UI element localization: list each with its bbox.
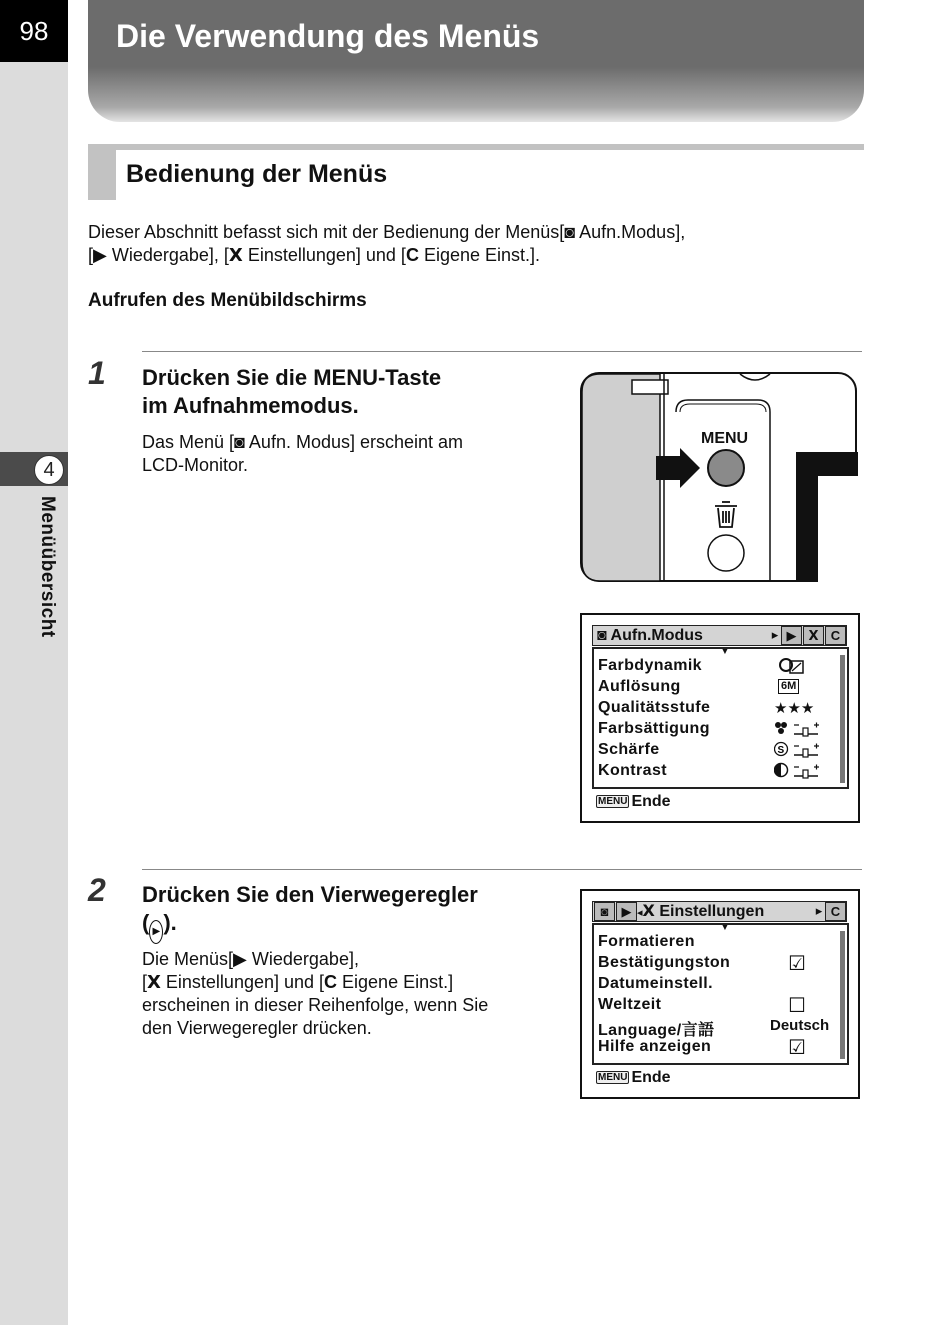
tab-custom-icon[interactable]: C bbox=[825, 902, 846, 921]
tab-icons-right bbox=[813, 902, 846, 921]
intro-text: Aufn.Modus], bbox=[575, 222, 686, 242]
tab-playback-icon[interactable]: ▶ bbox=[781, 626, 802, 645]
menu-key-icon: MENU bbox=[598, 796, 628, 807]
color-dynamics-icon-drawing bbox=[778, 657, 806, 675]
menu-item[interactable]: Weltzeit bbox=[598, 996, 662, 1013]
menu-tab-bar bbox=[592, 625, 847, 646]
menu-key-icon: MENU bbox=[598, 1072, 628, 1083]
playback-icon: ▶ bbox=[93, 245, 107, 265]
scroll-down-arrow-icon: ▼ bbox=[720, 922, 730, 933]
custom-c-icon: C bbox=[405, 245, 419, 265]
checkbox-unchecked[interactable]: ☐ bbox=[788, 995, 806, 1017]
camera-icon: ◙ bbox=[597, 627, 607, 644]
sharpness-slider-drawing bbox=[774, 741, 822, 759]
step-body-text: Wiedergabe], bbox=[246, 949, 359, 969]
sharpness-slider-icon bbox=[774, 741, 822, 763]
tab-record-icon[interactable]: ◙ bbox=[594, 902, 615, 921]
menu-item-list bbox=[592, 923, 849, 1065]
page-title: Die Verwendung des Menüs bbox=[116, 18, 540, 54]
step-heading-text: -Taste bbox=[377, 365, 442, 390]
intro-text: [ bbox=[88, 245, 94, 265]
menu-item-list bbox=[592, 647, 849, 789]
menu-tab-bar bbox=[592, 901, 847, 922]
playback-icon: ▶ bbox=[233, 949, 247, 969]
setup-wrench-icon: Ⅹ bbox=[228, 245, 243, 265]
page-number: 98 bbox=[0, 0, 68, 62]
intro-text: Wiedergabe], [ bbox=[106, 245, 229, 265]
tab-arrow-left-icon: ◂ bbox=[637, 907, 643, 919]
step-body bbox=[142, 431, 532, 477]
contrast-slider-icon bbox=[774, 762, 822, 784]
scroll-down-arrow-icon: ▼ bbox=[720, 646, 730, 657]
intro-text: Einstellungen] und [ bbox=[242, 245, 406, 265]
menu-item[interactable]: Formatieren bbox=[598, 933, 695, 950]
menu-item[interactable]: Auflösung bbox=[598, 678, 681, 695]
menu-item[interactable]: Farbdynamik bbox=[598, 657, 702, 674]
menu-item-value: ★★★ bbox=[774, 700, 815, 717]
step-body-text: Einstellungen] und [ bbox=[160, 972, 325, 992]
intro-text: Dieser Abschnitt befasst sich mit der Bedienung der Menüs[ bbox=[88, 222, 565, 242]
step-number: 2 bbox=[88, 872, 106, 908]
section-marker bbox=[88, 150, 116, 200]
chapter-number: 4 bbox=[34, 455, 64, 485]
camera-icon: ◙ bbox=[234, 432, 245, 452]
custom-c-icon: C bbox=[324, 972, 338, 992]
menu-item[interactable]: Datumeinstell. bbox=[598, 975, 713, 992]
chapter-label: Menüübersicht bbox=[37, 496, 58, 638]
four-way-right-icon: ▶ bbox=[149, 920, 163, 944]
color-dynamics-icon bbox=[778, 657, 806, 673]
intro-text: Eigene Einst.]. bbox=[418, 245, 541, 265]
saturation-slider-drawing bbox=[774, 720, 822, 738]
step-body-text: LCD-Monitor. bbox=[142, 455, 249, 475]
scrollbar[interactable] bbox=[840, 655, 845, 783]
saturation-slider-icon bbox=[774, 720, 822, 742]
lcd-menu-record bbox=[580, 613, 860, 823]
subheading: Aufrufen des Menübildschirms bbox=[88, 290, 367, 311]
menu-item[interactable]: Bestätigungston bbox=[598, 954, 731, 971]
footer-end-label: Ende bbox=[631, 1069, 671, 1086]
step-body-text: [ bbox=[142, 972, 148, 992]
tab-setup-icon[interactable]: Ⅹ bbox=[803, 626, 824, 645]
left-margin-bar bbox=[0, 0, 68, 1325]
tab-playback-icon[interactable]: ▶ bbox=[616, 902, 637, 921]
menu-button-label: MENU bbox=[701, 430, 749, 447]
tab-arrow-right-icon: ▸ bbox=[815, 902, 823, 918]
step-heading-text: Drücken Sie die bbox=[142, 365, 314, 390]
tab-icons bbox=[769, 626, 846, 645]
section-rule bbox=[88, 144, 864, 150]
setup-wrench-icon: Ⅹ bbox=[147, 972, 161, 992]
step-body-text: Die Menüs[ bbox=[142, 949, 234, 969]
tab-label: Aufn.Modus bbox=[610, 627, 703, 644]
step-number: 1 bbox=[88, 355, 106, 391]
intro-paragraph bbox=[88, 221, 788, 267]
tab-arrow-right-icon: ▸ bbox=[771, 626, 779, 642]
tab-label: Einstellungen bbox=[659, 903, 765, 920]
step-heading: Drücken Sie den Vierwegeregler ( ▶ ). bbox=[142, 881, 542, 944]
step-body-text: den Vierwegeregler drücken. bbox=[142, 1018, 372, 1038]
menu-item-value: 6M bbox=[778, 679, 799, 694]
svg-text:S: S bbox=[777, 745, 785, 756]
tab-record[interactable] bbox=[593, 626, 703, 645]
menu-key-label: MENU bbox=[313, 365, 378, 390]
setup-wrench-icon: Ⅹ bbox=[642, 903, 655, 920]
scrollbar[interactable] bbox=[840, 931, 845, 1059]
step-divider bbox=[142, 351, 862, 352]
step-heading bbox=[142, 364, 542, 420]
tab-setup[interactable] bbox=[633, 902, 764, 921]
menu-item[interactable]: Language/言語 bbox=[598, 1022, 715, 1039]
menu-item[interactable]: Schärfe bbox=[598, 741, 660, 758]
tab-icons-left bbox=[593, 902, 637, 921]
menu-item[interactable]: Farbsättigung bbox=[598, 720, 710, 737]
step-body-text: Aufn. Modus] erscheint am bbox=[244, 432, 464, 452]
menu-item[interactable]: Qualitätsstufe bbox=[598, 699, 711, 716]
menu-footer bbox=[596, 793, 671, 811]
step-heading-text: im Aufnahmemodus. bbox=[142, 393, 359, 418]
menu-item-value: Deutsch bbox=[770, 1017, 830, 1034]
menu-item[interactable]: Hilfe anzeigen bbox=[598, 1038, 712, 1055]
camera-body-drawing bbox=[580, 372, 858, 584]
menu-footer bbox=[596, 1069, 671, 1087]
contrast-slider-drawing bbox=[774, 762, 822, 780]
step-body bbox=[142, 948, 532, 1040]
checkbox-checked[interactable]: ☑ bbox=[788, 1037, 806, 1059]
step-heading-text: ). bbox=[163, 910, 177, 935]
section-title: Bedienung der Menüs bbox=[126, 160, 388, 188]
menu-item[interactable]: Kontrast bbox=[598, 762, 667, 779]
camera-illustration bbox=[580, 372, 858, 589]
checkbox-checked[interactable]: ☑ bbox=[788, 953, 806, 975]
step-heading-text: Drücken Sie den Vierwegeregler bbox=[142, 882, 478, 907]
step-body-text: Das Menü [ bbox=[142, 432, 235, 452]
footer-end-label: Ende bbox=[631, 793, 671, 810]
step-divider bbox=[142, 869, 862, 870]
step-body-text: Eigene Einst.] bbox=[337, 972, 454, 992]
camera-icon: ◙ bbox=[564, 222, 576, 242]
step-body-text: erscheinen in dieser Reihenfolge, wenn Sie bbox=[142, 995, 489, 1015]
lcd-menu-setup bbox=[580, 889, 860, 1099]
tab-custom-icon[interactable]: C bbox=[825, 626, 846, 645]
